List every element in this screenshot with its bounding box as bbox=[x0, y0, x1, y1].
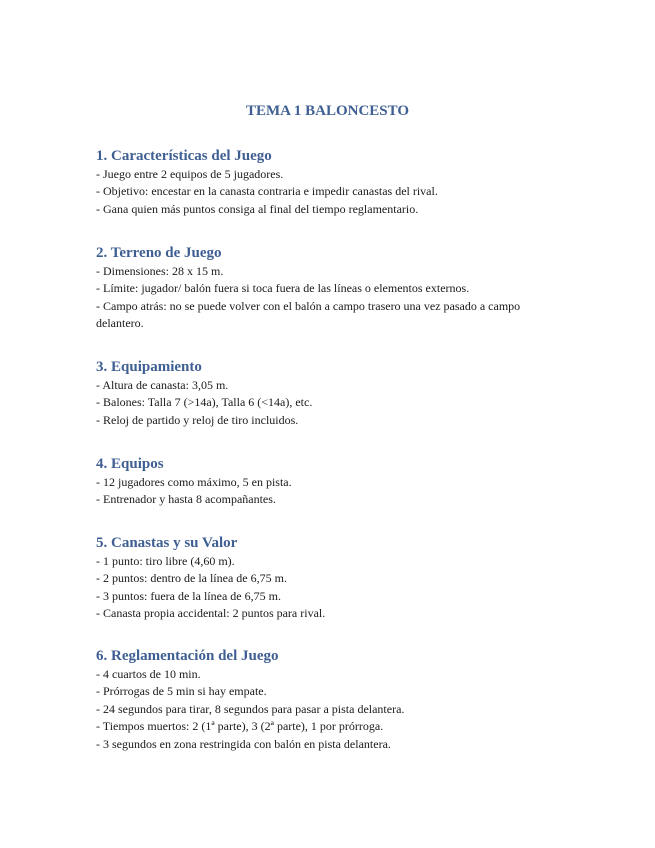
section-line: - 24 segundos para tirar, 8 segundos para pasar a pista delantera. bbox=[96, 701, 405, 716]
section-line: - Tiempos muertos: 2 (1ª parte), 3 (2ª parte), 1 por prórroga. bbox=[96, 719, 384, 734]
section-reglamentacion bbox=[96, 646, 566, 753]
section-line: - Balones: Talla 7 (>14a), Talla 6 (<14a), etc. bbox=[96, 395, 313, 410]
section-line: - Campo atrás: no se puede volver con el balón a campo trasero una vez pasado a campo delantero. bbox=[96, 298, 521, 331]
section-line: - 4 cuartos de 10 min. bbox=[96, 667, 201, 681]
section-equipamiento bbox=[96, 357, 566, 429]
document-title: TEMA 1 BALONCESTO bbox=[245, 103, 410, 119]
section-line: - Dimensiones: 28 x 15 m. bbox=[96, 264, 224, 278]
section-line: - Reloj de partido y reloj de tiro incluidos. bbox=[96, 412, 299, 427]
section-line: - Juego entre 2 equipos de 5 jugadores. bbox=[96, 167, 284, 181]
section-equipos bbox=[96, 454, 566, 509]
section-line: - 3 segundos en zona restringida con balón en pista delantera. bbox=[96, 736, 391, 751]
section-line: - 12 jugadores como máximo, 5 en pista. bbox=[96, 475, 292, 489]
section-line: - 2 puntos: dentro de la línea de 6,75 m. bbox=[96, 571, 287, 586]
section-line: - 3 puntos: fuera de la línea de 6,75 m. bbox=[96, 588, 281, 603]
section-heading: 3. Equipamiento bbox=[96, 359, 202, 375]
section-line: - Entrenador y hasta 8 acompañantes. bbox=[96, 492, 276, 507]
section-heading: 4. Equipos bbox=[96, 456, 164, 472]
section-line: - Prórrogas de 5 min si hay empate. bbox=[96, 684, 267, 699]
section-caracteristicas bbox=[96, 146, 566, 218]
section-terreno bbox=[96, 243, 566, 333]
section-line: - Gana quien más puntos consiga al final del tiempo reglamentario. bbox=[96, 201, 419, 216]
section-heading: 2. Terreno de Juego bbox=[96, 245, 222, 261]
section-line: - Objetivo: encestar en la canasta contraria e impedir canastas del rival. bbox=[96, 184, 438, 199]
section-line: - Canasta propia accidental: 2 puntos para rival. bbox=[96, 606, 326, 621]
section-line: - 1 punto: tiro libre (4,60 m). bbox=[96, 554, 235, 568]
section-heading: 6. Reglamentación del Juego bbox=[96, 648, 279, 664]
section-line: - Altura de canasta: 3,05 m. bbox=[96, 378, 229, 392]
section-heading: 5. Canastas y su Valor bbox=[96, 535, 238, 551]
section-canastas bbox=[96, 533, 566, 623]
section-heading: 1. Características del Juego bbox=[96, 148, 272, 164]
section-line: - Límite: jugador/ balón fuera si toca fuera de las líneas o elementos externos. bbox=[96, 281, 470, 296]
